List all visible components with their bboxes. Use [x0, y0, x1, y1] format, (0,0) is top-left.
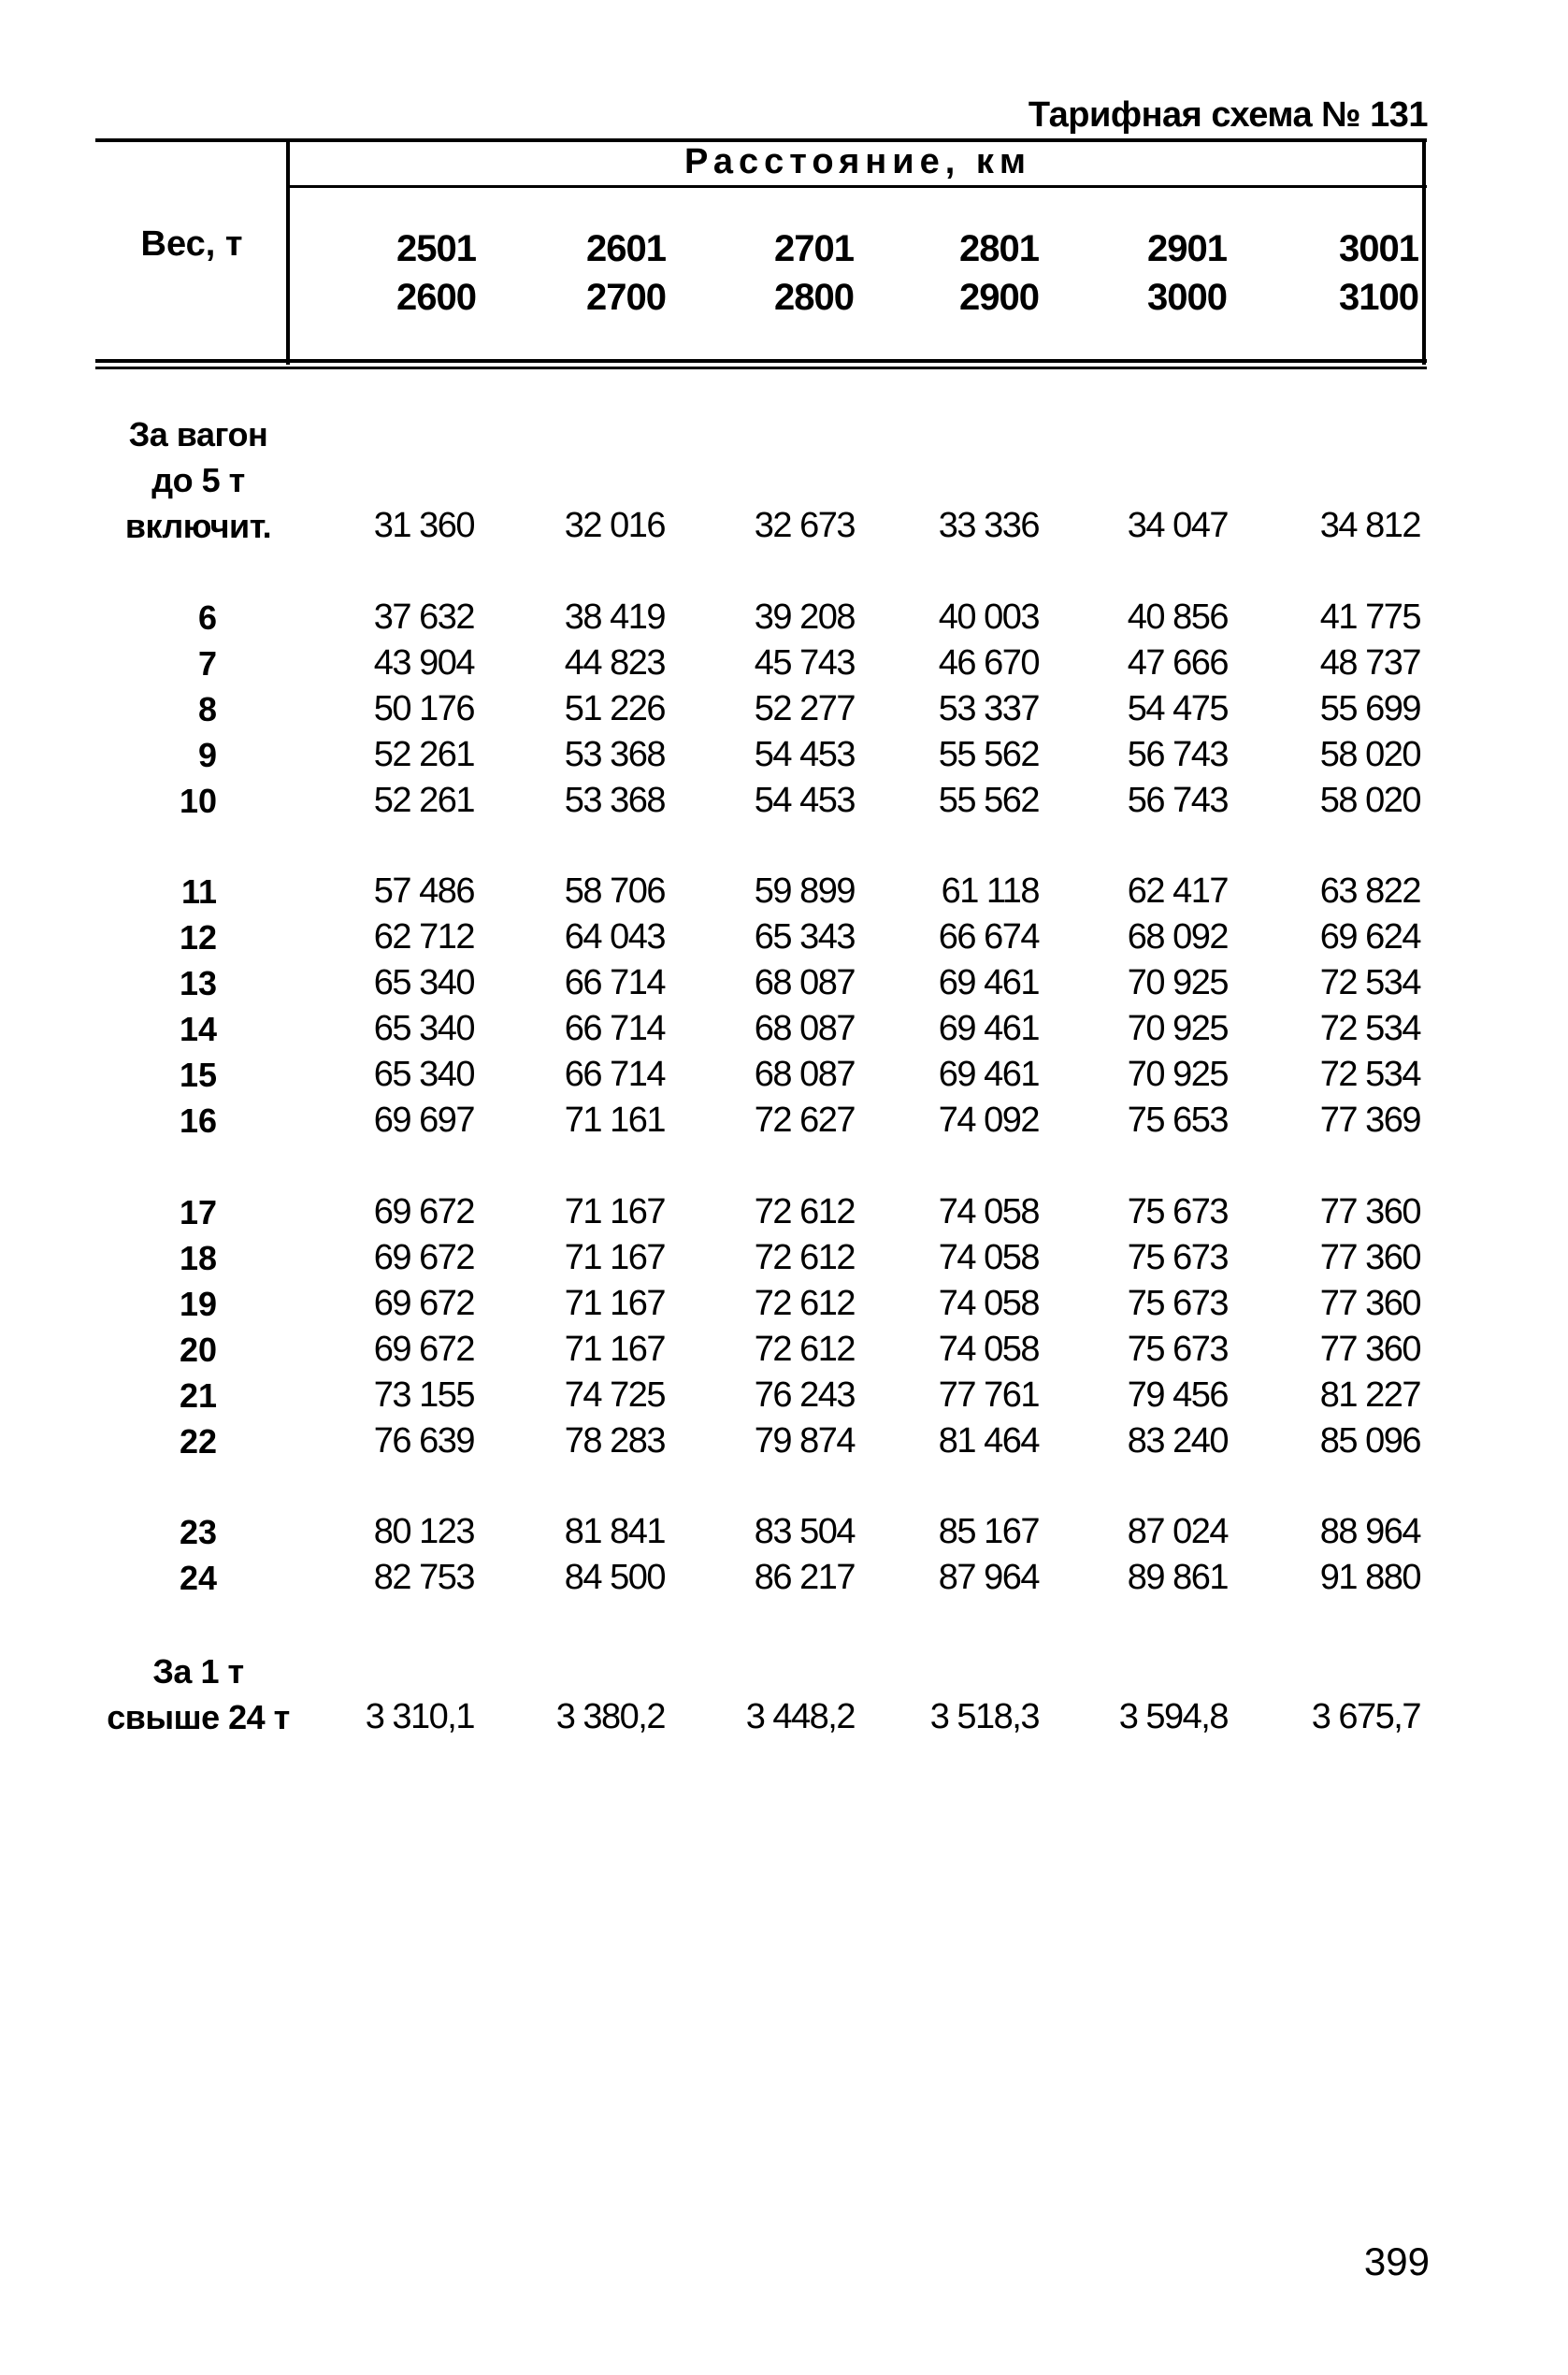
row-label-weight: 14 — [179, 1010, 217, 1048]
table-cell: 54 475 — [1127, 689, 1228, 728]
table-cell: 77 360 — [1319, 1238, 1420, 1277]
table-cell: 70 925 — [1127, 1009, 1228, 1048]
row-label-line: За 1 т — [152, 1652, 244, 1691]
table-cell: 69 461 — [938, 963, 1039, 1002]
row-label-line: до 5 т — [151, 461, 245, 499]
table-cell: 52 277 — [754, 689, 855, 728]
table-cell: 51 226 — [564, 689, 665, 728]
table-cell: 81 227 — [1319, 1375, 1420, 1415]
table-cell: 69 697 — [373, 1101, 474, 1140]
table-cell: 50 176 — [373, 689, 474, 728]
table-cell: 72 612 — [754, 1284, 855, 1323]
row-label-weight: 24 — [179, 1559, 217, 1597]
table-cell: 77 360 — [1319, 1284, 1420, 1323]
row-label-weight: 7 — [197, 644, 217, 683]
table-cell: 65 340 — [373, 963, 474, 1002]
table-cell: 3 594,8 — [1118, 1697, 1228, 1736]
table-cell: 65 343 — [754, 917, 855, 957]
table-cell: 62 712 — [373, 917, 474, 957]
table-cell: 79 874 — [754, 1421, 855, 1461]
table-cell: 33 336 — [938, 506, 1039, 545]
table-cell: 81 841 — [564, 1512, 665, 1551]
range-to: 2600 — [396, 277, 476, 318]
table-cell: 78 283 — [564, 1421, 665, 1461]
table-cell: 43 904 — [373, 643, 474, 683]
table-cell: 82 753 — [373, 1558, 474, 1597]
range-to: 3100 — [1339, 277, 1418, 318]
table-cell: 71 161 — [564, 1101, 665, 1140]
row-label-wagon — [95, 411, 301, 549]
row-label-weight: 18 — [179, 1239, 217, 1277]
table-cell: 87 964 — [938, 1558, 1039, 1597]
table-cell: 65 340 — [373, 1055, 474, 1094]
table-cell: 72 627 — [754, 1101, 855, 1140]
row-label-weight: 15 — [179, 1056, 217, 1094]
table-cell: 68 087 — [754, 1009, 855, 1048]
table-cell: 54 453 — [754, 735, 855, 774]
table-cell: 70 925 — [1127, 963, 1228, 1002]
table-cell: 75 673 — [1127, 1330, 1228, 1369]
table-cell: 55 562 — [938, 781, 1039, 820]
table-cell: 85 167 — [938, 1512, 1039, 1551]
table-cell: 71 167 — [564, 1330, 665, 1369]
table-cell: 84 500 — [564, 1558, 665, 1597]
schema-title: Тарифная схема № 131 — [1028, 95, 1428, 135]
table-cell: 44 823 — [564, 643, 665, 683]
table-cell: 58 020 — [1319, 735, 1420, 774]
table-cell: 32 673 — [754, 506, 855, 545]
table-cell: 75 653 — [1127, 1101, 1228, 1140]
table-cell: 38 419 — [564, 597, 665, 637]
table-cell: 53 368 — [564, 735, 665, 774]
row-label-weight: 9 — [197, 736, 217, 774]
table-cell: 69 672 — [373, 1192, 474, 1231]
table-cell: 55 699 — [1319, 689, 1420, 728]
row-label-weight: 12 — [179, 918, 217, 957]
table-cell: 54 453 — [754, 781, 855, 820]
table-cell: 72 612 — [754, 1330, 855, 1369]
range-from: 2801 — [959, 228, 1039, 269]
table-cell: 66 674 — [938, 917, 1039, 957]
table-cell: 69 672 — [373, 1330, 474, 1369]
table-cell: 71 167 — [564, 1238, 665, 1277]
table-cell: 40 856 — [1127, 597, 1228, 637]
table-cell: 63 822 — [1319, 871, 1420, 911]
table-cell: 75 673 — [1127, 1192, 1228, 1231]
row-label-weight: 13 — [179, 964, 217, 1002]
table-cell: 91 880 — [1319, 1558, 1420, 1597]
table-cell: 74 058 — [938, 1284, 1039, 1323]
table-cell: 52 261 — [373, 735, 474, 774]
table-cell: 71 167 — [564, 1192, 665, 1231]
table-cell: 76 243 — [754, 1375, 855, 1415]
table-cell: 3 518,3 — [929, 1697, 1039, 1736]
table-cell: 88 964 — [1319, 1512, 1420, 1551]
table-cell: 53 337 — [938, 689, 1039, 728]
row-label-weight: 17 — [179, 1193, 217, 1231]
table-cell: 68 092 — [1127, 917, 1228, 957]
table-cell: 76 639 — [373, 1421, 474, 1461]
table-cell: 58 020 — [1319, 781, 1420, 820]
table-cell: 83 504 — [754, 1512, 855, 1551]
table-cell: 74 058 — [938, 1192, 1039, 1231]
range-to: 3000 — [1147, 277, 1227, 318]
range-from: 2701 — [774, 228, 854, 269]
table-cell: 46 670 — [938, 643, 1039, 683]
range-to: 2700 — [586, 277, 666, 318]
table-cell: 52 261 — [373, 781, 474, 820]
table-cell: 83 240 — [1127, 1421, 1228, 1461]
table-cell: 32 016 — [564, 506, 665, 545]
range-from: 3001 — [1339, 228, 1418, 269]
table-cell: 70 925 — [1127, 1055, 1228, 1094]
row-label-weight: 16 — [179, 1101, 217, 1140]
table-cell: 77 761 — [938, 1375, 1039, 1415]
row-label-weight: 10 — [179, 782, 217, 820]
table-cell: 69 624 — [1319, 917, 1420, 957]
table-cell: 72 612 — [754, 1238, 855, 1277]
table-cell: 58 706 — [564, 871, 665, 911]
row-label-weight: 23 — [179, 1513, 217, 1551]
row-label-weight: 19 — [179, 1285, 217, 1323]
table-cell: 39 208 — [754, 597, 855, 637]
table-cell: 31 360 — [373, 506, 474, 545]
table-cell: 80 123 — [373, 1512, 474, 1551]
table-cell: 66 714 — [564, 963, 665, 1002]
table-cell: 69 672 — [373, 1284, 474, 1323]
table-cell: 37 632 — [373, 597, 474, 637]
table-cell: 66 714 — [564, 1055, 665, 1094]
table-cell: 89 861 — [1127, 1558, 1228, 1597]
table-cell: 53 368 — [564, 781, 665, 820]
table-cell: 34 047 — [1127, 506, 1228, 545]
range-from: 2601 — [586, 228, 666, 269]
table-cell: 87 024 — [1127, 1512, 1228, 1551]
table-cell: 56 743 — [1127, 735, 1228, 774]
table-cell: 64 043 — [564, 917, 665, 957]
table-cell: 81 464 — [938, 1421, 1039, 1461]
table-cell: 77 360 — [1319, 1192, 1420, 1231]
range-to: 2800 — [774, 277, 854, 318]
row-label-weight: 8 — [197, 690, 217, 728]
table-cell: 3 310,1 — [365, 1697, 474, 1736]
row-label-line: включит. — [124, 507, 272, 545]
range-to: 2900 — [959, 277, 1039, 318]
table-cell: 61 118 — [941, 871, 1039, 911]
table-cell: 77 369 — [1319, 1101, 1420, 1140]
table-cell: 73 155 — [373, 1375, 474, 1415]
row-label-weight: 20 — [179, 1331, 217, 1369]
table-cell: 40 003 — [938, 597, 1039, 637]
table-cell: 56 743 — [1127, 781, 1228, 820]
table-cell: 71 167 — [564, 1284, 665, 1323]
table-cell: 74 725 — [564, 1375, 665, 1415]
table-cell: 74 058 — [938, 1238, 1039, 1277]
table-cell: 69 461 — [938, 1055, 1039, 1094]
table-cell: 75 673 — [1127, 1238, 1228, 1277]
table-cell: 68 087 — [754, 1055, 855, 1094]
table-cell: 77 360 — [1319, 1330, 1420, 1369]
page-number: 399 — [1363, 2239, 1430, 2283]
row-label-line: свыше 24 т — [107, 1698, 290, 1736]
row-label-per-ton — [95, 1648, 301, 1740]
table-cell: 72 612 — [754, 1192, 855, 1231]
table-cell: 57 486 — [373, 871, 474, 911]
distance-header: Расстояние, км — [684, 142, 1031, 181]
table-cell: 86 217 — [754, 1558, 855, 1597]
weight-column-header: Вес, т — [140, 224, 243, 264]
table-cell: 85 096 — [1319, 1421, 1420, 1461]
table-cell: 62 417 — [1127, 871, 1228, 911]
row-label-weight: 6 — [197, 598, 217, 637]
table-cell: 3 675,7 — [1311, 1697, 1420, 1736]
row-label-weight: 22 — [179, 1422, 217, 1461]
table-cell: 72 534 — [1319, 963, 1420, 1002]
table-cell: 34 812 — [1319, 506, 1420, 545]
table-cell: 66 714 — [564, 1009, 665, 1048]
range-from: 2501 — [396, 228, 476, 269]
table-cell: 55 562 — [938, 735, 1039, 774]
row-label-line: За вагон — [128, 415, 268, 453]
table-cell: 48 737 — [1319, 643, 1420, 683]
table-cell: 59 899 — [754, 871, 855, 911]
row-label-weight: 11 — [180, 872, 217, 911]
table-cell: 79 456 — [1127, 1375, 1228, 1415]
table-cell: 69 461 — [938, 1009, 1039, 1048]
table-cell: 47 666 — [1127, 643, 1228, 683]
table-cell: 3 380,2 — [555, 1697, 665, 1736]
table-cell: 72 534 — [1319, 1055, 1420, 1094]
table-cell: 74 058 — [938, 1330, 1039, 1369]
table-cell: 74 092 — [938, 1101, 1039, 1140]
row-label-weight: 21 — [179, 1376, 217, 1415]
table-cell: 45 743 — [754, 643, 855, 683]
table-cell: 65 340 — [373, 1009, 474, 1048]
table-cell: 3 448,2 — [745, 1697, 855, 1736]
range-from: 2901 — [1147, 228, 1227, 269]
table-cell: 69 672 — [373, 1238, 474, 1277]
table-cell: 72 534 — [1319, 1009, 1420, 1048]
table-cell: 41 775 — [1319, 597, 1420, 637]
table-cell: 75 673 — [1127, 1284, 1228, 1323]
table-cell: 68 087 — [754, 963, 855, 1002]
